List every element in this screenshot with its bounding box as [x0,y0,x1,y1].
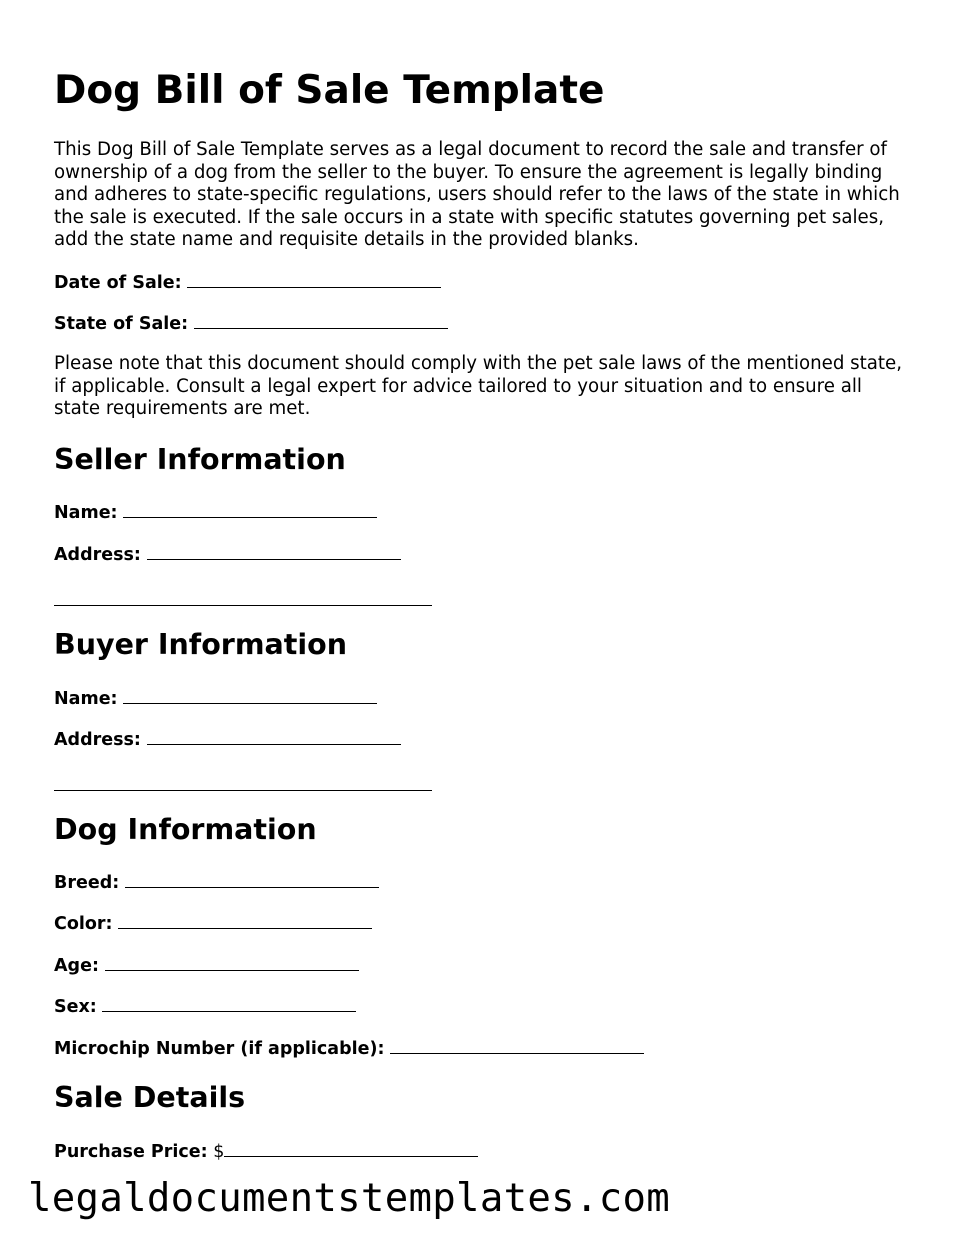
purchase-price-blank[interactable] [224,1140,478,1157]
note-paragraph: Please note that this document should comply with the pet sale laws of the mentioned state, if applicable. Consult a legal expert for advice tailored to your situation and to ensure all state requirements are met. [54,353,903,420]
buyer-address-blank[interactable] [147,728,401,745]
breed-field [54,871,379,894]
seller-address-blank[interactable] [147,543,401,560]
state-of-sale-label: State of Sale: [54,314,189,334]
breed-label: Breed: [54,873,120,893]
breed-blank[interactable] [125,871,379,888]
color-blank[interactable] [118,912,372,929]
sex-blank[interactable] [102,995,356,1012]
seller-name-blank[interactable] [123,501,377,518]
sex-label: Sex: [54,997,97,1017]
buyer-name-blank[interactable] [123,687,377,704]
microchip-field [54,1037,644,1060]
age-field [54,954,359,977]
date-of-sale-label: Date of Sale: [54,273,182,293]
currency-symbol: $ [213,1142,225,1162]
seller-address-label: Address: [54,545,141,565]
microchip-blank[interactable] [390,1037,644,1054]
sex-field [54,995,356,1018]
date-of-sale-blank[interactable] [187,271,441,288]
date-of-sale-field [54,271,441,294]
buyer-address-field [54,728,401,751]
buyer-section-heading: Buyer Information [54,628,348,661]
age-blank[interactable] [105,954,359,971]
buyer-name-label: Name: [54,689,118,709]
intro-paragraph: This Dog Bill of Sale Template serves as a legal document to record the sale and transfer of ownership of a dog from the seller to the buyer. To ensure the agreement is legally binding and adheres to state-specific regulations, users should refer to the laws of the state in which the sale is executed. If the sale occurs in a state with specific statutes governing pet sales, add the state name and requisite details in the provided blanks. [54,139,900,251]
document-title: Dog Bill of Sale Template [54,68,605,113]
sale-section-heading: Sale Details [54,1081,246,1114]
seller-name-field [54,501,377,524]
buyer-address-line-2[interactable] [54,789,432,791]
color-label: Color: [54,914,113,934]
dog-section-heading: Dog Information [54,813,317,846]
purchase-price-label: Purchase Price: [54,1142,208,1162]
age-label: Age: [54,956,99,976]
buyer-name-field [54,687,377,710]
seller-address-field [54,543,401,566]
microchip-label: Microchip Number (if applicable): [54,1039,385,1059]
purchase-price-field [54,1140,478,1163]
buyer-address-label: Address: [54,730,141,750]
seller-name-label: Name: [54,503,118,523]
state-of-sale-blank[interactable] [194,312,448,329]
seller-section-heading: Seller Information [54,443,346,476]
color-field [54,912,372,935]
seller-address-line-2[interactable] [54,604,432,606]
site-watermark: legaldocumentstemplates.com [28,1176,671,1221]
state-of-sale-field [54,312,448,335]
